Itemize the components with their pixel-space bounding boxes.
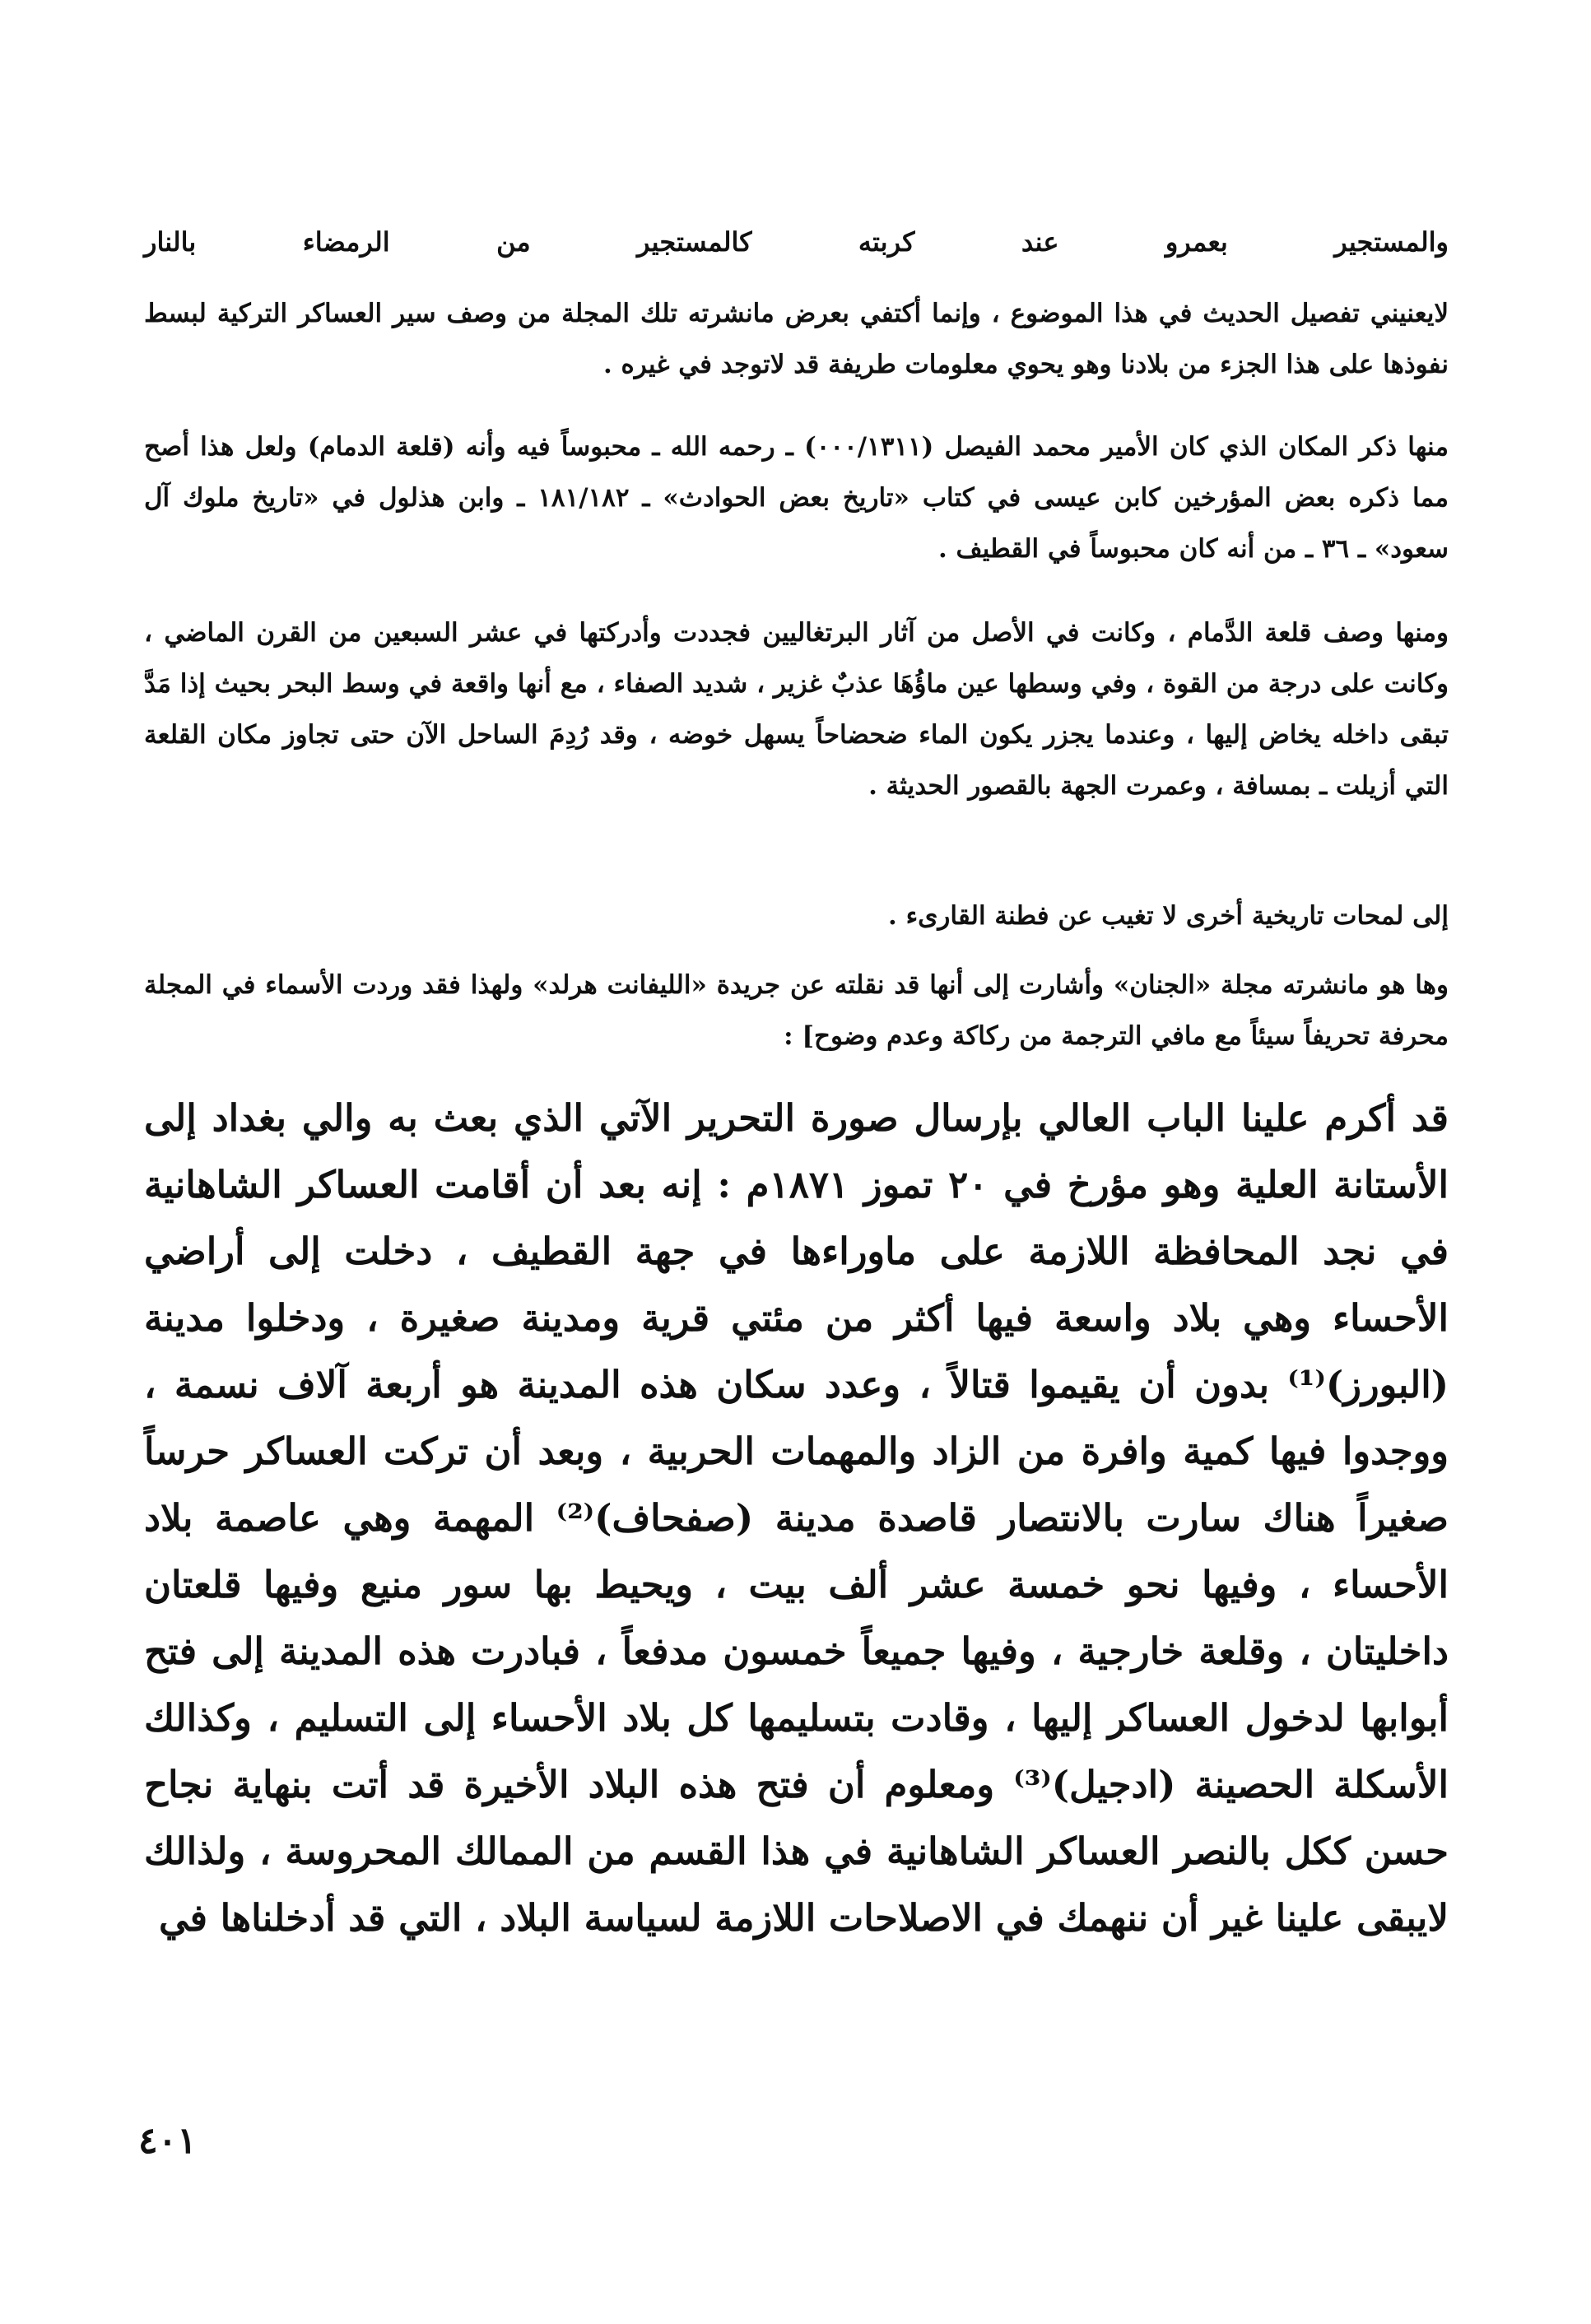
paragraph-source-note: وها هو مانشرته مجلة «الجنان» وأشارت إلى أنها قد نقلته عن جريدة «الليفانت هرلد» ولهذا فقد وردت الأسماء في المجلة محرفة تحريفاً سيئاً مع مافي الترجمة من ركاكة وعدم وضوح] : [144,970,1449,1051]
page-number: ٤٠١ [138,2120,197,2162]
poetry-verse: والمستجير بعمرو عند كربته كالمستجير من الرمضاء بالنار [144,226,1449,258]
paragraph-historical-glimpses: إلى لمحات تاريخية أخرى لا تغيب عن فطنة القارىء . [887,901,1449,931]
paragraph-intro: لايعنيني تفصيل الحديث في هذا الموضوع ، وإنما أكتفي بعرض مانشرته تلك المجلة من وصف سير العساكر التركية لبسط نفوذها على هذا الجزء من بلادنا وهو يحوي معلومات طريفة قد لاتوجد في غيره . [144,299,1449,379]
paragraph-dammam-fort: ومنها وصف قلعة الدَّمام ، وكانت في الأصل من آثار البرتغاليين فجددت وأدركتها في عشر السبعين من القرن الماضي ، وكانت على درجة من القوة ، وفي وسطها عين ماؤُهَا عذبٌ غزير ، شديد الصفاء ، مع أنها واقعة في وسط البحر بحيث إذا مَدَّ تبقى داخله يخاض إليها ، وعندما يجزر يكون الماء ضحضاحاً يسهل خوضه ، وقد رُدِمَ الساحل الآن حتى تجاوز مكان القلعة التي أزيلت ـ بمسافة ، وعمرت الجهة بالقصور الحديثة . [144,618,1449,801]
paragraph-prison-location: منها ذكر المكان الذي كان الأمير محمد الفيصل (٠٠٠/١٣١١) ـ رحمه الله ـ محبوساً فيه وأنه (قلعة الدمام) ولعل هذا أصح مما ذكره بعض المؤرخين كابن عيسى في كتاب «تاريخ بعض الحوادث» ـ ١٨١/١٨٢ ـ وابن هذلول في «تاريخ ملوك آل سعود» ـ ٣٦ ـ من أنه كان محبوساً في القطيف . [144,432,1449,564]
quoted-report: قد أكرم علينا الباب العالي بإرسال صورة التحرير الآتي الذي بعث به والي بغداد إلى الأستانة العلية وهو مؤرخ في ٢٠ تموز ١٨٧١م : إنه بعد أن أقامت العساكر الشاهانية في نجد المحافظة اللازمة على ماوراءها في جهة القطيف ، دخلت إلى أراضي الأحساء وهي بلاد واسعة فيها أكثر من مئتي قرية ومدينة صغيرة ، ودخلوا مدينة (البورز)⁽¹⁾ بدون أن يقيموا قتالاً ، وعدد سكان هذه المدينة هو أربعة آلاف نسمة ، ووجدوا فيها كمية وافرة من الزاد والمهمات الحربية ، وبعد أن تركت العساكر حرساً صغيراً هناك سارت بالانتصار قاصدة مدينة (صفحاف)⁽²⁾ المهمة وهي عاصمة بلاد الأحساء ، وفيها نحو خمسة عشر ألف بيت ، ويحيط بها سور منيع وفيها قلعتان داخليتان ، وقلعة خارجية ، وفيها جميعاً خمسون مدفعاً ، فبادرت هذه المدينة إلى فتح أبوابها لدخول العساكر إليها ، وقادت بتسليمها كل بلاد الأحساء إلى التسليم ، وكذالك الأسكلة الحصينة (ادجيل)⁽³⁾ ومعلوم أن فتح هذه البلاد الأخيرة قد أتت بنهاية نجاح حسن ككل بالنصر العساكر الشاهانية في هذا القسم من الممالك المحروسة ، ولذالك لايبقى علينا غير أن ننهمك في الاصلاحات اللازمة لسياسة البلاد ، التي قد أدخلناها في [144,1096,1449,1940]
